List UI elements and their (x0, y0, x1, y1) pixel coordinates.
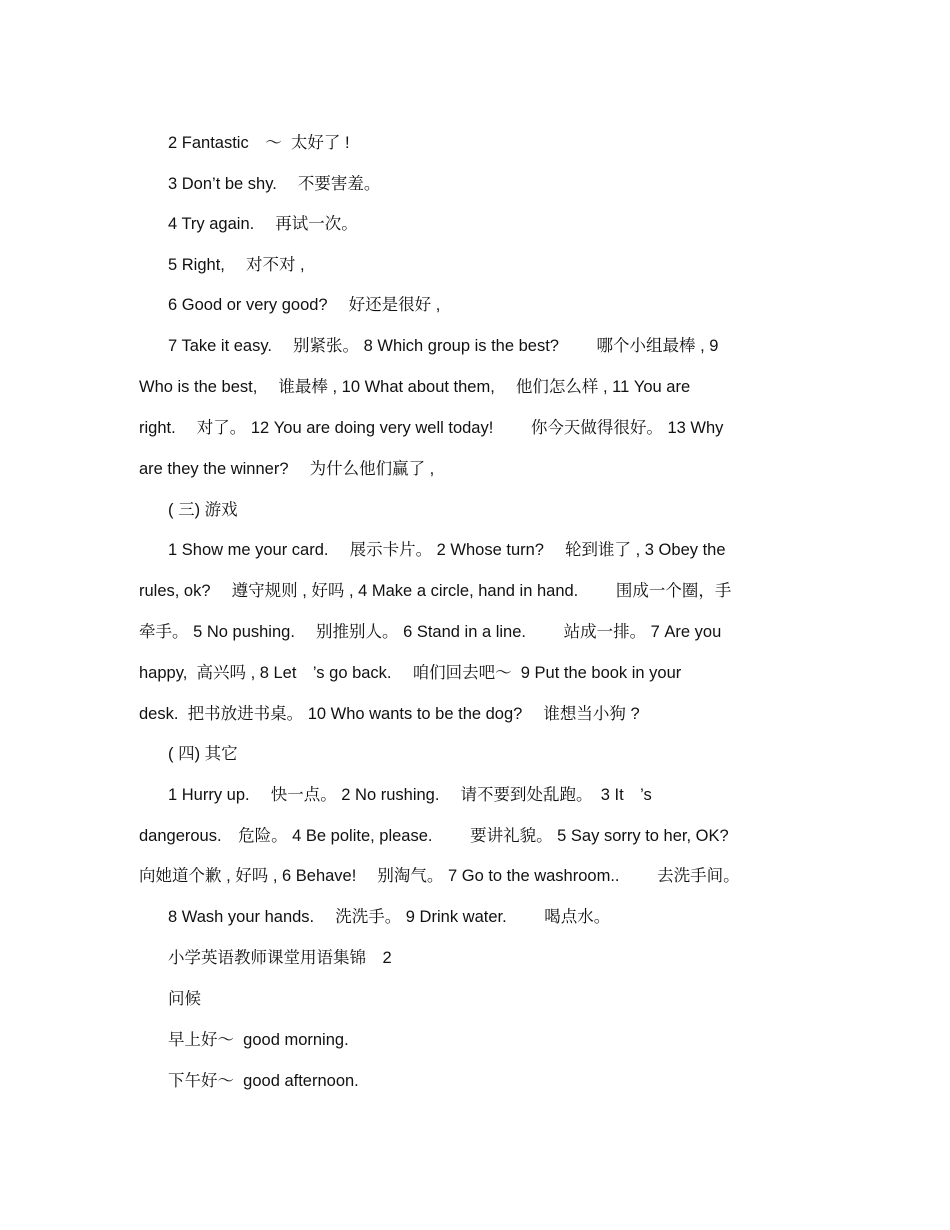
text-line: 下午好～ good afternoon. (168, 1072, 359, 1090)
text-line: desk. 把书放进书桌。 10 Who wants to be the dog? 谁想当小狗 ? (139, 705, 640, 723)
text-line: 1 Show me your card. 展示卡片。 2 Whose turn? 轮到谁了 , 3 Obey the (168, 541, 726, 559)
text-line: 向她道个歉 , 好吗 , 6 Behave! 别淘气。 7 Go to the washroom.. 去洗手间。 (139, 867, 740, 885)
text-line: 5 Right, 对不对 , (168, 256, 305, 274)
text-line: dangerous. 危险。 4 Be polite, please. 要讲礼貌。 5 Say sorry to her, OK? (139, 827, 729, 845)
section-heading: ( 四) 其它 (168, 745, 238, 763)
text-line: 7 Take it easy. 别紧张。 8 Which group is the best? 哪个小组最棒 , 9 (168, 337, 719, 355)
text-line: 早上好～ good morning. (168, 1031, 349, 1049)
text-line: 1 Hurry up. 快一点。 2 No rushing. 请不要到处乱跑。 3 It ’s (168, 786, 652, 804)
text-line: Who is the best, 谁最棒 , 10 What about them, 他们怎么样 , 11 You are (139, 378, 691, 396)
text-line: 4 Try again. 再试一次。 (168, 215, 358, 233)
text-line: 6 Good or very good? 好还是很好 , (168, 296, 441, 314)
section-title: 小学英语教师课堂用语集锦 2 (168, 949, 392, 967)
text-line: are they the winner? 为什么他们赢了 , (139, 460, 435, 478)
section-heading: ( 三) 游戏 (168, 501, 238, 519)
text-line: 牵手。 5 No pushing. 别推别人。 6 Stand in a line. 站成一排。 7 Are you (139, 623, 722, 641)
text-line: right. 对了。 12 You are doing very well today! 你今天做得很好。 13 Why (139, 419, 724, 437)
text-line: 2 Fantastic ～ 太好了 ! (168, 134, 350, 152)
text-line: happy, 高兴吗 , 8 Let ’s go back. 咱们回去吧～ 9 Put the book in your (139, 664, 682, 682)
text-line: rules, ok? 遵守规则 , 好吗 , 4 Make a circle, hand in hand. 围成一个圈，手 (139, 582, 732, 600)
section-heading: 问候 (168, 990, 201, 1008)
text-line: 3 Don’t be shy. 不要害羞。 (168, 175, 381, 193)
text-line: 8 Wash your hands. 洗洗手。 9 Drink water. 喝点水。 (168, 908, 611, 926)
